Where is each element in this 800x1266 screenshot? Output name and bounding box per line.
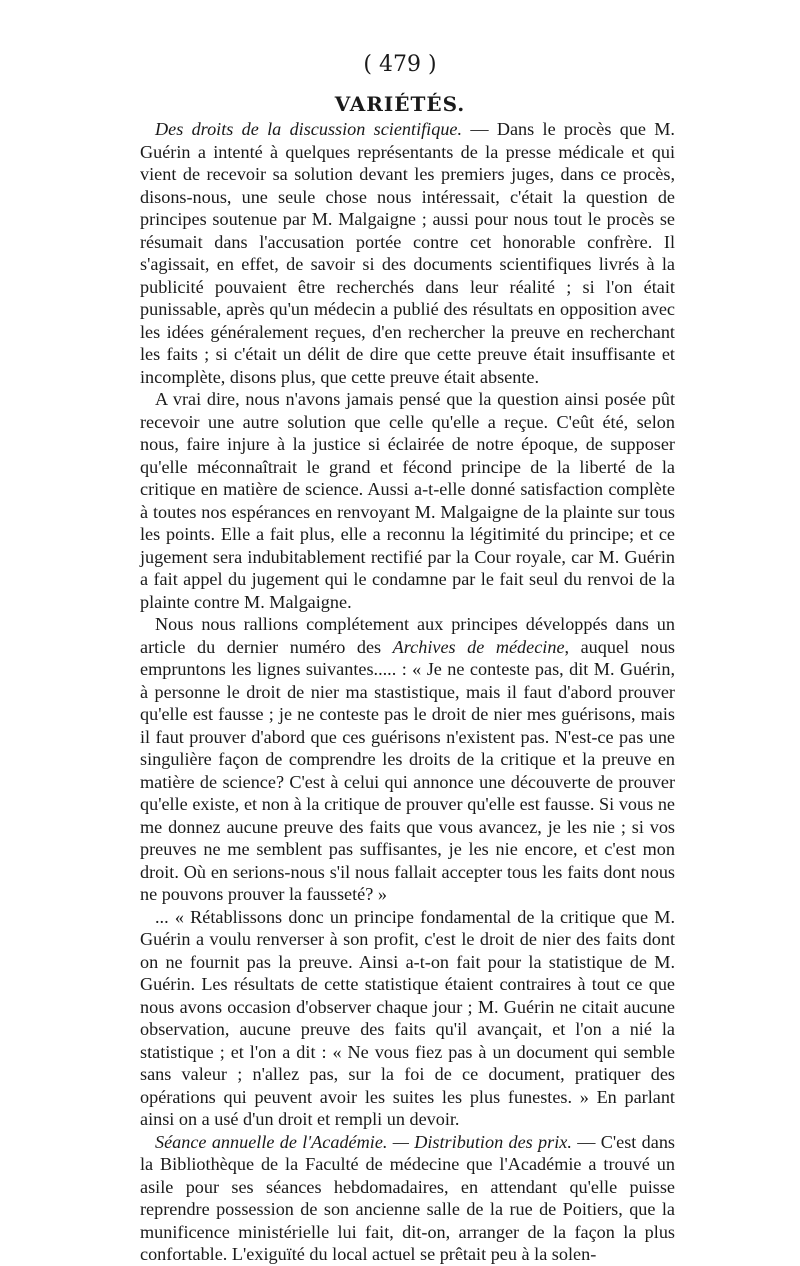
journal-title: Archives de médecine (392, 636, 565, 657)
article-body (140, 118, 675, 1266)
paragraph-text: — C'est dans la Bibliothèque de la Faculté de médecine que l'Académie a trouvé un asile pour ses séances hebdomadaires, en attendant qu'elle puisse reprendre possession de son ancienne salle de la rue de Poitiers, que la munificence ministérielle lui fait, dit-on, arranger de la façon la plus confortable. L'exiguïté du local actuel se prêtait peu à la solen- (140, 1131, 675, 1264)
section-title: VARIÉTÉS. (334, 92, 466, 116)
paragraph-discussion-scientifique (140, 118, 675, 388)
paragraph-heading: Séance annuelle de l'Académie. — Distribution des prix. (155, 1131, 572, 1152)
paragraph-retablissons (140, 906, 675, 1131)
paragraph-archives-quote (140, 613, 675, 906)
paragraph-seance-annuelle (140, 1131, 675, 1266)
page-number: ( 479 ) (363, 52, 437, 77)
paragraph-text: ... « Rétablissons donc un principe fondamental de la critique que M. Guérin a voulu renverser à son profit, c'est le droit de nier des faits dont on ne fournit pas la preuve. Ainsi a-t-on fait pour la statistique de M. Guérin. Les résultats de cette statistique étaient contraires à tout ce que nous avons occasion d'observer chaque jour ; M. Guérin ne citait aucune observation, aucune preuve des faits qu'il avançait, et l'on a nié la statistique ; et l'on a dit : « Ne vous fiez pas à un document qui semble sans valeur ; n'allez pas, sur la foi de ce document, pratiquer des opérations qui peuvent avoir les suites les plus funestes. » En parlant ainsi on a usé d'un droit et rempli un devoir. (140, 906, 675, 1129)
paragraph-text: , auquel nous empruntons les lignes suivantes..... : « Je ne conteste pas, dit M. Guérin, à personne le droit de nier ma stastistique, mais il faut d'abord prouver qu'elle est fausse ; je ne conteste pas le droit de nier mes guérisons, mais il faut prouver d'abord que ces guérisons n'existent pas. N'est-ce pas une singulière façon de comprendre les droits de la critique et la preuve en matière de science? C'est à celui qui annonce une découverte de prouver qu'elle existe, et non à la critique de prouver qu'elle est fausse. Si vous ne me donnez aucune preuve des faits que vous avancez, je les nie ; si vos preuves ne me semblent pas suffisantes, je les nie encore, et c'est mon droit. Où en serions-nous s'il nous fallait accepter tous les faits dont nous ne pouvons prouver la fausseté? » (140, 636, 675, 904)
paragraph-text: Nous nous rallions complétement aux principes développés dans un article du dernier numéro des (140, 614, 675, 657)
paragraph-text: — Dans le procès que M. Guérin a intenté à quelques représentants de la presse médicale et qui vient de recevoir sa solution devant les premiers juges, dans ce procès, disons-nous, une seule chose nous intéressait, c'était la question de principes soutenue par M. Malgaigne ; aussi pour nous tout le procès se résumait dans l'accusation portée contre cet honorable confrère. Il s'agissait, en effet, de savoir si des documents scientifiques livrés à la publicité pouvaient être recherchés dans leur réalité ; si l'on était punissable, après qu'un médecin a publié des résultats en opposition avec les idées généralement reçues, d'en rechercher la preuve en recherchant les faits ; si c'était un délit de dire que cette preuve était insuffisante et incomplète, disons plus, que cette preuve était absente. (140, 119, 675, 387)
paragraph-text: A vrai dire, nous n'avons jamais pensé que la question ainsi posée pût recevoir une autre solution que celle qu'elle a reçue. C'eût été, selon nous, faire injure à la justice si éclairée de notre époque, de supposer qu'elle méconnaîtrait le grand et fécond principe de la liberté de la critique en matière de science. Aussi a-t-elle donné satisfaction complète à toutes nos espérances en renvoyant M. Malgaigne de la plainte sur tous les points. Elle a fait plus, elle a reconnu la légitimité du principe; et ce jugement sera indubitablement rectifié par la Cour royale, car M. Guérin a fait appel du jugement qui le condamne par le fait seul du renvoi de la plainte contre M. Malgaigne. (140, 389, 675, 612)
paragraph-heading: Des droits de la discussion scientifique. (155, 119, 463, 139)
paragraph-a-vrai-dire (140, 388, 675, 613)
